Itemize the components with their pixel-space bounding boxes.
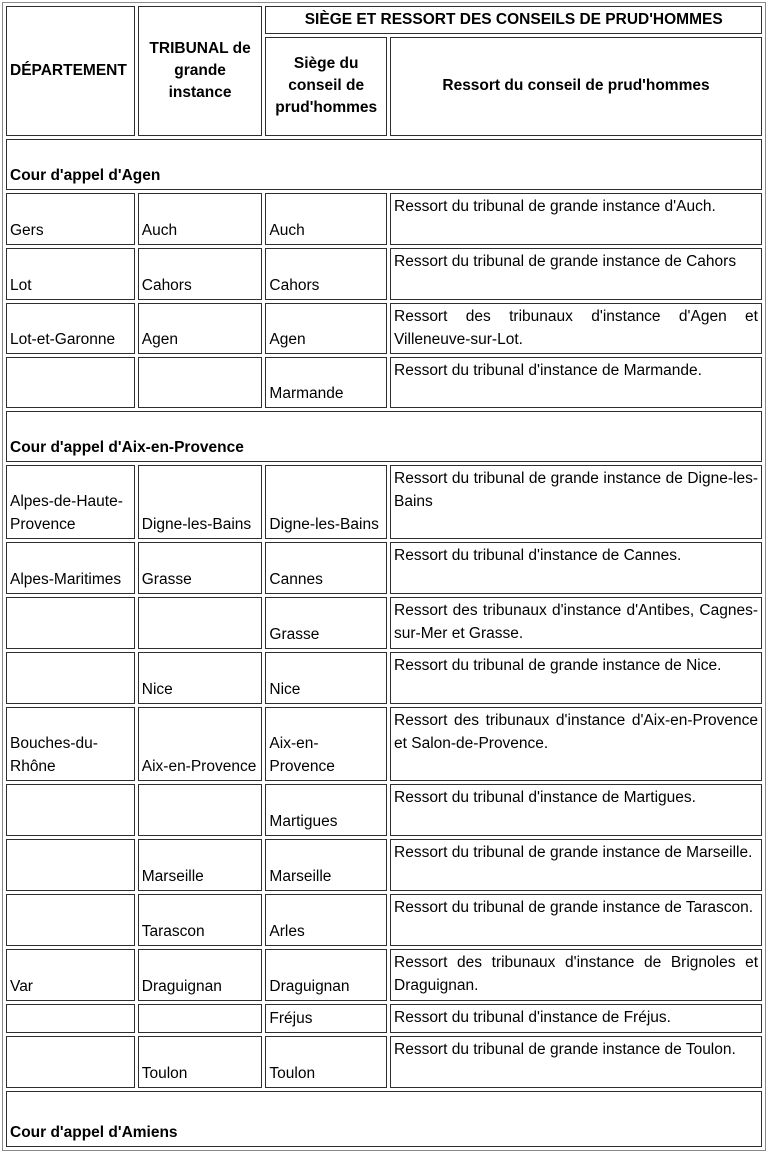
cell-ressort: Ressort des tribunaux d'instance de Brignoles et Draguignan. xyxy=(390,949,762,1001)
table-row xyxy=(6,784,762,836)
cell-ressort: Ressort du tribunal d'instance de Cannes. xyxy=(390,542,762,594)
cell-tribunal: Agen xyxy=(138,303,263,354)
header-siege: Siège du conseil de prud'hommes xyxy=(265,37,387,136)
cell-tribunal: Cahors xyxy=(138,248,263,300)
cell-departement: Bouches-du-Rhône xyxy=(6,707,135,781)
court-row xyxy=(6,139,762,190)
cell-ressort: Ressort des tribunaux d'instance d'Antibes, Cagnes-sur-Mer et Grasse. xyxy=(390,597,762,649)
table-row xyxy=(6,839,762,891)
table-row xyxy=(6,597,762,649)
cell-departement xyxy=(6,1004,135,1033)
cell-departement xyxy=(6,1036,135,1088)
header-ressort: Ressort du conseil de prud'hommes xyxy=(390,37,762,136)
cell-tribunal: Toulon xyxy=(138,1036,263,1088)
cell-siege: Cahors xyxy=(265,248,387,300)
cell-ressort: Ressort du tribunal de grande instance de Nice. xyxy=(390,652,762,704)
court-row xyxy=(6,411,762,462)
header-departement: DÉPARTEMENT xyxy=(6,6,135,136)
cell-siege: Aix-en-Provence xyxy=(265,707,387,781)
cell-ressort: Ressort du tribunal de grande instance de Toulon. xyxy=(390,1036,762,1088)
cell-ressort: Ressort du tribunal de grande instance d'Auch. xyxy=(390,193,762,245)
cell-departement xyxy=(6,357,135,408)
cell-tribunal: Auch xyxy=(138,193,263,245)
cell-tribunal: Draguignan xyxy=(138,949,263,1001)
cell-tribunal xyxy=(138,357,263,408)
cell-siege: Nice xyxy=(265,652,387,704)
table-row xyxy=(6,1004,762,1033)
cell-tribunal: Aix-en-Provence xyxy=(138,707,263,781)
cell-ressort: Ressort du tribunal d'instance de Fréjus. xyxy=(390,1004,762,1033)
cell-tribunal xyxy=(138,784,263,836)
court-heading: Cour d'appel d'Aix-en-Provence xyxy=(6,411,762,462)
cell-siege: Agen xyxy=(265,303,387,354)
cell-departement xyxy=(6,894,135,946)
cell-departement xyxy=(6,839,135,891)
cell-departement xyxy=(6,784,135,836)
cell-siege: Draguignan xyxy=(265,949,387,1001)
table-row xyxy=(6,465,762,539)
table-row xyxy=(6,894,762,946)
table-row xyxy=(6,949,762,1001)
table-row xyxy=(6,542,762,594)
cell-siege: Marmande xyxy=(265,357,387,408)
prudhommes-table xyxy=(2,2,766,1151)
cell-departement: Alpes-de-Haute-Provence xyxy=(6,465,135,539)
cell-departement: Lot xyxy=(6,248,135,300)
cell-tribunal: Grasse xyxy=(138,542,263,594)
cell-ressort: Ressort du tribunal de grande instance de Digne-les-Bains xyxy=(390,465,762,539)
cell-ressort: Ressort du tribunal d'instance de Marmande. xyxy=(390,357,762,408)
cell-tribunal xyxy=(138,1004,263,1033)
cell-siege: Toulon xyxy=(265,1036,387,1088)
cell-tribunal: Digne-les-Bains xyxy=(138,465,263,539)
table-row xyxy=(6,193,762,245)
court-heading: Cour d'appel d'Agen xyxy=(6,139,762,190)
cell-departement: Lot-et-Garonne xyxy=(6,303,135,354)
court-row xyxy=(6,1091,762,1147)
table-row xyxy=(6,707,762,781)
cell-ressort: Ressort des tribunaux d'instance d'Aix-en-Provence et Salon-de-Provence. xyxy=(390,707,762,781)
cell-siege: Digne-les-Bains xyxy=(265,465,387,539)
table-body xyxy=(6,139,762,1147)
cell-siege: Arles xyxy=(265,894,387,946)
cell-ressort: Ressort des tribunaux d'instance d'Agen et Villeneuve-sur-Lot. xyxy=(390,303,762,354)
cell-departement: Gers xyxy=(6,193,135,245)
cell-tribunal: Nice xyxy=(138,652,263,704)
table-row xyxy=(6,357,762,408)
cell-ressort: Ressort du tribunal de grande instance de Cahors xyxy=(390,248,762,300)
cell-ressort: Ressort du tribunal de grande instance de Tarascon. xyxy=(390,894,762,946)
cell-siege: Martigues xyxy=(265,784,387,836)
table-row xyxy=(6,1036,762,1088)
table-header xyxy=(6,6,762,136)
cell-siege: Grasse xyxy=(265,597,387,649)
cell-siege: Marseille xyxy=(265,839,387,891)
table-row xyxy=(6,303,762,354)
cell-departement xyxy=(6,597,135,649)
cell-ressort: Ressort du tribunal de grande instance de Marseille. xyxy=(390,839,762,891)
cell-departement: Var xyxy=(6,949,135,1001)
cell-departement xyxy=(6,652,135,704)
cell-tribunal: Tarascon xyxy=(138,894,263,946)
table-row xyxy=(6,652,762,704)
cell-siege: Fréjus xyxy=(265,1004,387,1033)
cell-tribunal xyxy=(138,597,263,649)
cell-siege: Cannes xyxy=(265,542,387,594)
cell-departement: Alpes-Maritimes xyxy=(6,542,135,594)
table-row xyxy=(6,248,762,300)
cell-tribunal: Marseille xyxy=(138,839,263,891)
header-tribunal: TRIBUNAL de grande instance xyxy=(138,6,263,136)
cell-siege: Auch xyxy=(265,193,387,245)
cell-ressort: Ressort du tribunal d'instance de Martigues. xyxy=(390,784,762,836)
court-heading: Cour d'appel d'Amiens xyxy=(6,1091,762,1147)
header-siege-ressort-group: SIÈGE ET RESSORT DES CONSEILS DE PRUD'HOMMES xyxy=(265,6,762,34)
